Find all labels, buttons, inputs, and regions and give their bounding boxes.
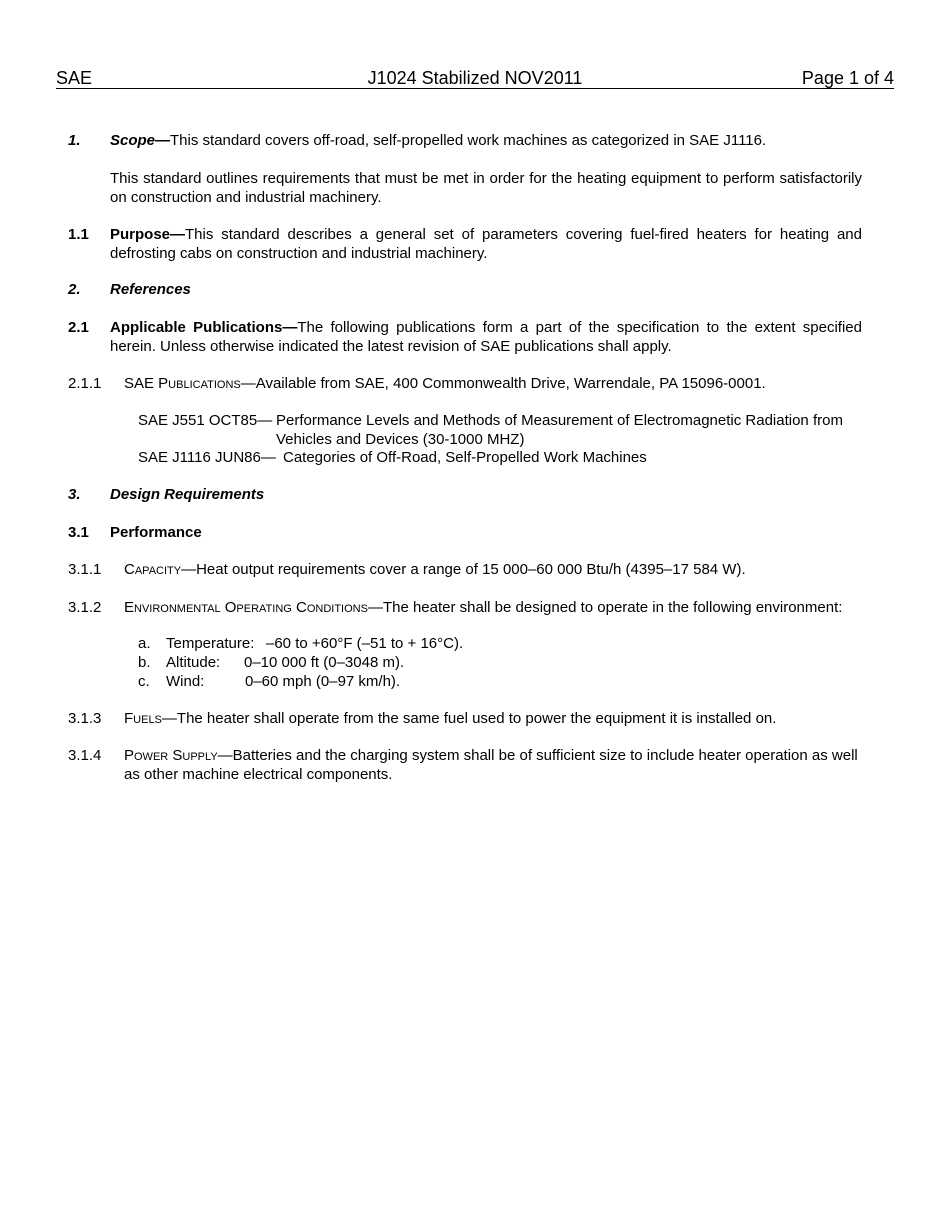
section-2-1-1-text: —Available from SAE, 400 Commonwealth Drive, Warrendale, PA 15096-0001. [240,375,766,392]
environment-item-a-label: Temperature: [166,635,255,652]
environment-item-b-marker: b. [138,654,151,671]
reference-j1116-title: Categories of Off-Road, Self-Propelled Work Machines [283,449,647,466]
section-3-1-3-fuels [124,709,884,728]
section-3-1-number: 3.1 [68,524,89,541]
section-2-1-applicable-publications [110,318,862,356]
section-1-1-title: Purpose— [110,226,186,243]
section-3-1-title: Performance [110,524,202,541]
section-3-1-4-number: 3.1.4 [68,747,102,764]
section-3-title: Design Requirements [110,486,265,503]
section-1-scope [110,131,870,150]
section-3-1-1-capacity [124,560,884,579]
section-1-dash: — [155,132,171,149]
section-3-1-4-power-supply [124,746,866,784]
section-2-1-title: Applicable Publications— [110,319,298,336]
section-3-1-3-number: 3.1.3 [68,710,102,727]
reference-j1116-id: SAE J1116 JUN86— [138,449,276,466]
section-3-1-2-environmental-conditions [124,598,894,617]
header-doc-id: J1024 Stabilized NOV2011 [367,68,583,88]
section-3-1-2-text: —The heater shall be designed to operate in the following environment: [367,599,843,616]
section-1-title: Scope [110,132,156,149]
environment-item-a-marker: a. [138,635,151,652]
section-3-1-1-number: 3.1.1 [68,561,102,578]
section-2-1-text: The following publications form a part of the specification to the extent specified herein. Unless otherwise indicated the latest revision of SAE publications shall apply. [110,319,862,355]
reference-j551-id: SAE J551 OCT85— [138,412,273,429]
environment-item-c-value: 0–60 mph (0–97 km/h). [245,673,401,690]
environment-item-c-label: Wind: [166,673,205,690]
environment-item-a-value: –60 to +60°F (–51 to + 16°C). [266,635,464,652]
section-2-title: References [110,281,191,298]
page-header [56,68,894,89]
section-1-1-text: This standard describes a general set of parameters covering fuel-fired heaters for heating and defrosting cabs on construction and industrial machinery. [110,226,862,262]
section-2-1-number: 2.1 [68,319,89,336]
section-3-1-1-text: —Heat output requirements cover a range of 15 000–60 000 Btu/h (4395–17 584 W). [181,561,746,578]
section-2-1-1-title: SAE Publications [124,375,241,392]
section-3-1-4-title: Power Supply [124,747,218,764]
section-3-1-3-text: —The heater shall operate from the same fuel used to power the equipment it is installed on. [161,710,777,727]
section-3-1-3-title: Fuels [124,710,162,727]
section-2-1-1-number: 2.1.1 [68,375,102,392]
environment-item-b-value: 0–10 000 ft (0–3048 m). [244,654,405,671]
header-org: SAE [56,68,93,88]
section-3-number: 3. [68,486,81,503]
reference-j551-title-line-2: Vehicles and Devices (30-1000 MHZ) [276,431,525,448]
section-1-1-number: 1.1 [68,226,89,243]
header-page-number: Page 1 of 4 [801,68,894,88]
section-1-text: This standard covers off-road, self-propelled work machines as categorized in SAE J1116. [170,132,767,149]
section-3-1-2-title: Environmental Operating Conditions [124,599,368,616]
reference-j551-title-line-1: Performance Levels and Methods of Measurement of Electromagnetic Radiation from [276,412,843,429]
section-3-1-2-number: 3.1.2 [68,599,102,616]
section-3-1-1-title: Capacity [124,561,182,578]
section-3-1-4-text: —Batteries and the charging system shall be of sufficient size to include heater operation as well as other machine electrical components. [124,747,858,783]
environment-item-c-marker: c. [138,673,150,690]
section-1-paragraph-2: This standard outlines requirements that must be met in order for the heating equipment to perform satisfactorily on construction and industrial machinery. [110,170,862,206]
environment-item-b-label: Altitude: [166,654,221,671]
section-1-number: 1. [68,132,81,149]
section-1-1-purpose [110,225,862,263]
section-2-1-1-sae-publications [124,374,884,393]
section-2-number: 2. [68,281,81,298]
